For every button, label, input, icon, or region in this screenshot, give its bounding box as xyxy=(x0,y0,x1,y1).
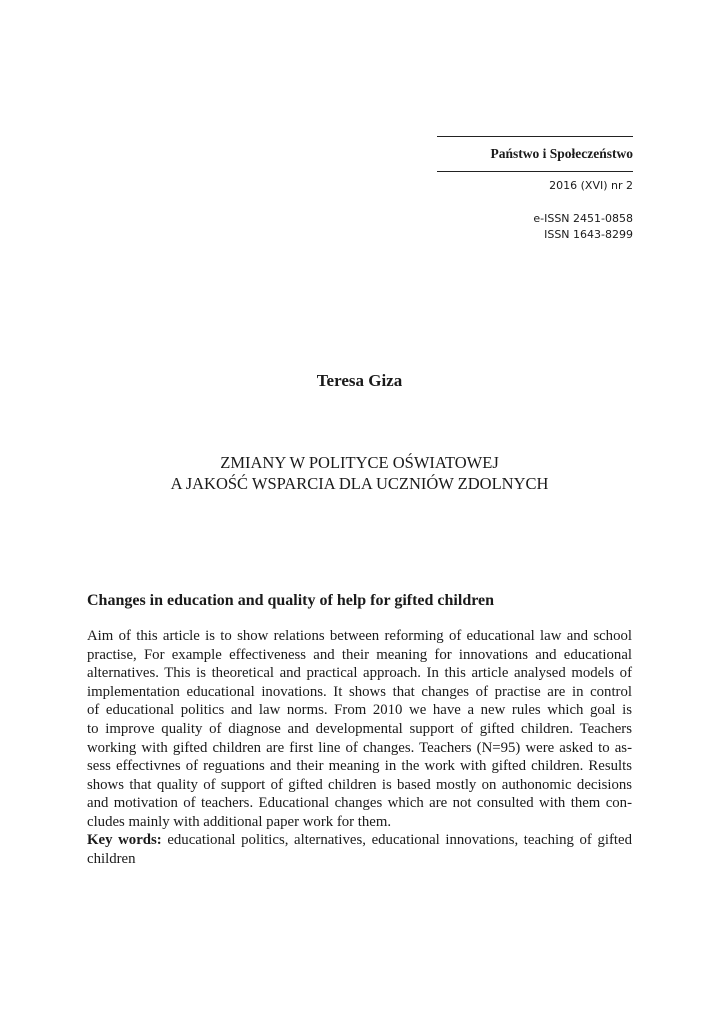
keywords-line-2: children xyxy=(87,850,136,867)
keywords-label: Key words: xyxy=(87,832,162,848)
keywords-text: educational politics, alternatives, educational innovations, teaching of gifted xyxy=(167,832,633,848)
english-title: Changes in education and quality of help for gifted children xyxy=(87,592,495,609)
eissn: e-ISSN 2451-0858 xyxy=(533,212,633,225)
journal-header xyxy=(437,136,633,242)
article-title-line-2: A JAKOŚĆ WSPARCIA DLA UCZNIÓW ZDOLNYCH xyxy=(170,474,549,493)
abstract-line: implementation educational inovations. It shows that changes of practise are in control xyxy=(87,683,632,700)
journal-name: Państwo i Społeczeństwo xyxy=(490,146,633,161)
abstract-line: shows that quality of support of gifted children is based mostly on authonomic decisions xyxy=(87,776,632,793)
abstract-line: cludes mainly with additional paper work for them. xyxy=(87,813,392,830)
abstract-line: working with gifted children are first line of changes. Teachers (N=95) were asked to as- xyxy=(87,739,632,756)
abstract-line: and motivation of teachers. Educational changes which are not consulted with them con- xyxy=(87,795,632,812)
abstract xyxy=(87,627,632,832)
abstract-line: to improve quality of diagnose and developmental support of gifted children. Teachers xyxy=(87,720,632,737)
article-title-line-1: ZMIANY W POLITYCE OŚWIATOWEJ xyxy=(220,453,499,472)
abstract-line: alternatives. This is theoretical and practical approach. In this article analysed models of xyxy=(87,665,632,682)
abstract-line: sess effectivnes of reguations and their meaning in the work with gifted children. Results xyxy=(87,758,632,775)
header-bottom-rule xyxy=(437,171,633,172)
issue-number: 2016 (XVI) nr 2 xyxy=(549,179,633,192)
keywords xyxy=(87,831,632,868)
article-title xyxy=(0,452,719,494)
author-name: Teresa Giza xyxy=(316,371,403,390)
header-top-rule xyxy=(437,136,633,137)
issn: ISSN 1643-8299 xyxy=(544,228,633,241)
abstract-line: of educational politics and law norms. From 2010 we have a new rules which goal is xyxy=(87,702,632,719)
abstract-line: Aim of this article is to show relations between reforming of educational law and school xyxy=(87,628,632,644)
keywords-line-1 xyxy=(87,831,632,850)
abstract-line: practise, For example effectiveness and their meaning for innovations and educational xyxy=(87,646,632,663)
